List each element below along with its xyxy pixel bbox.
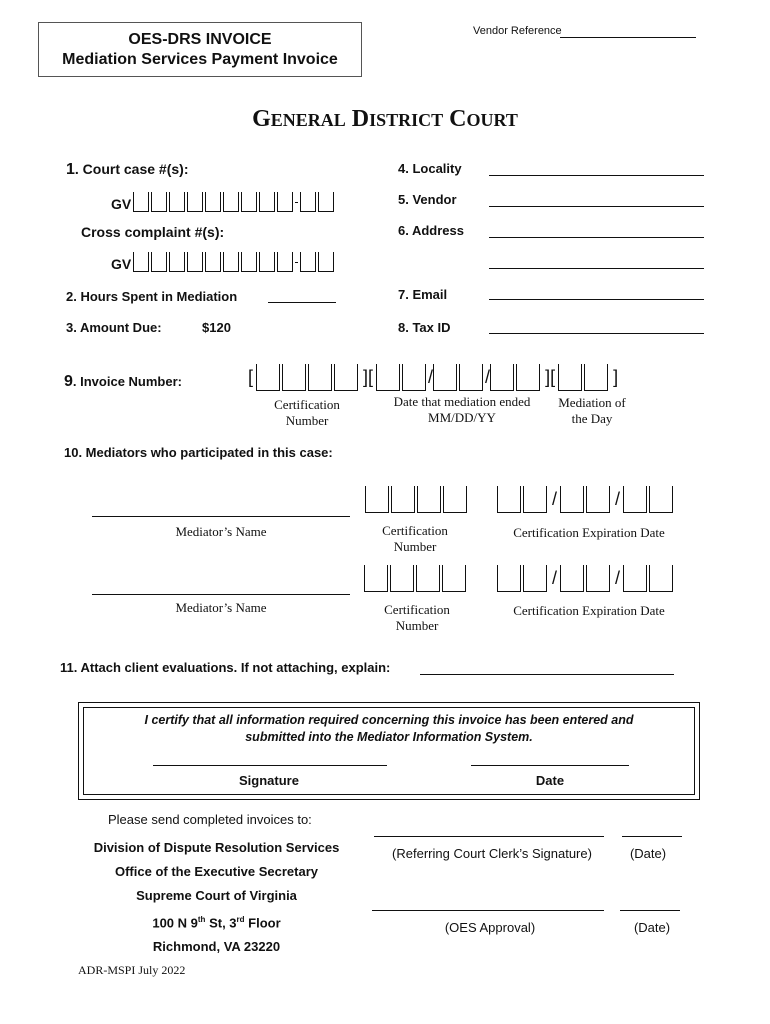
- mediator-1-name-caption: Mediator’s Name: [175, 524, 267, 539]
- mediator-1-name-field[interactable]: [92, 516, 350, 517]
- hours-field[interactable]: [268, 302, 336, 303]
- vendor-label: 5. Vendor: [398, 192, 457, 207]
- date-label: Date: [535, 773, 565, 788]
- send-to-line-4: 100 N 9th St, 3rd Floor: [152, 915, 281, 931]
- send-to-intro: Please send completed invoices to:: [108, 812, 312, 827]
- locality-label: 4. Locality: [398, 161, 462, 176]
- gv-prefix-2: GV: [111, 256, 132, 272]
- address-field-1[interactable]: [489, 237, 704, 238]
- signature-label: Signature: [239, 773, 299, 788]
- email-field[interactable]: [489, 299, 704, 300]
- oes-date-field[interactable]: [620, 910, 680, 911]
- mediator-2-name-field[interactable]: [92, 594, 350, 595]
- mediator-2-expiration-caption: Certification Expiration Date: [513, 603, 665, 618]
- send-to-line-2: Office of the Executive Secretary: [114, 864, 319, 879]
- invoice-number-boxes[interactable]: [ ][ / / ][ ]: [245, 364, 621, 391]
- cross-complaint-boxes[interactable]: [133, 252, 336, 272]
- tax-id-label: 8. Tax ID: [398, 320, 451, 335]
- invoice-number-label: 9. Invoice Number:: [64, 373, 182, 390]
- amount-label: 3. Amount Due:: [66, 320, 162, 335]
- mediators-heading: 10. Mediators who participated in this case:: [64, 445, 333, 460]
- gv-prefix-1: GV: [111, 196, 132, 212]
- oes-date-label: (Date): [633, 920, 671, 935]
- invoice-mediation-day-caption: Mediation of the Day: [558, 395, 626, 426]
- title-box: [38, 22, 362, 77]
- vendor-field[interactable]: [489, 206, 704, 207]
- invoice-subtitle: Mediation Services Payment Invoice: [62, 51, 338, 68]
- mediator-1-expiration-caption: Certification Expiration Date: [513, 525, 665, 540]
- evaluations-label: 11. Attach client evaluations. If not attaching, explain:: [60, 660, 391, 675]
- email-label: 7. Email: [398, 287, 448, 302]
- certification-box: [78, 702, 700, 800]
- court-case-label: 1. Court case #(s):: [66, 161, 189, 178]
- oes-approval-label: (OES Approval): [444, 920, 536, 935]
- send-to-line-3: Supreme Court of Virginia: [136, 888, 297, 903]
- mediator-1-cert-boxes[interactable]: [365, 486, 469, 513]
- signature-field[interactable]: [153, 765, 387, 766]
- vendor-reference-field[interactable]: [560, 37, 696, 38]
- oes-approval-field[interactable]: [372, 910, 604, 911]
- mediator-2-cert-caption: Certification Number: [384, 602, 450, 633]
- clerk-date-field[interactable]: [622, 836, 682, 837]
- mediator-2-cert-boxes[interactable]: [364, 565, 468, 592]
- address-label: 6. Address: [398, 223, 464, 238]
- amount-value: $120: [202, 320, 231, 335]
- vendor-reference: [473, 25, 562, 37]
- cross-complaint-label: Cross complaint #(s):: [81, 224, 225, 240]
- invoice-date-caption: Date that mediation ended MM/DD/YY: [393, 394, 531, 425]
- clerk-signature-field[interactable]: [374, 836, 604, 837]
- hours-label: 2. Hours Spent in Mediation: [66, 289, 238, 304]
- locality-field[interactable]: [489, 175, 704, 176]
- mediator-2-expiration-boxes[interactable]: / /: [497, 565, 675, 592]
- vendor-reference-label: Vendor Reference: [473, 25, 562, 37]
- mediator-1-expiration-boxes[interactable]: / /: [497, 486, 675, 513]
- send-to-line-5: Richmond, VA 23220: [152, 939, 281, 955]
- mediator-2-name-caption: Mediator’s Name: [175, 600, 267, 615]
- evaluations-explain-field[interactable]: [420, 674, 674, 675]
- tax-id-field[interactable]: [489, 333, 704, 334]
- form-id: ADR-MSPI July 2022: [78, 963, 186, 977]
- clerk-date-label: (Date): [629, 846, 667, 861]
- address-field-2[interactable]: [489, 268, 704, 269]
- send-to-address: [60, 836, 373, 959]
- invoice-cert-caption: Certification Number: [274, 397, 340, 428]
- invoice-type: OES-DRS INVOICE: [128, 31, 272, 48]
- page-title: GENERAL DISTRICT COURT: [252, 106, 518, 132]
- mediator-1-cert-caption: Certification Number: [382, 523, 448, 554]
- date-field[interactable]: [471, 765, 629, 766]
- clerk-signature-label: (Referring Court Clerk’s Signature): [392, 846, 592, 861]
- certification-statement: I certify that all information required concerning this invoice has been entered and submitted into the Mediator Information System.: [144, 713, 634, 744]
- court-case-boxes[interactable]: [133, 192, 336, 212]
- send-to-line-1: Division of Dispute Resolution Services: [93, 840, 340, 855]
